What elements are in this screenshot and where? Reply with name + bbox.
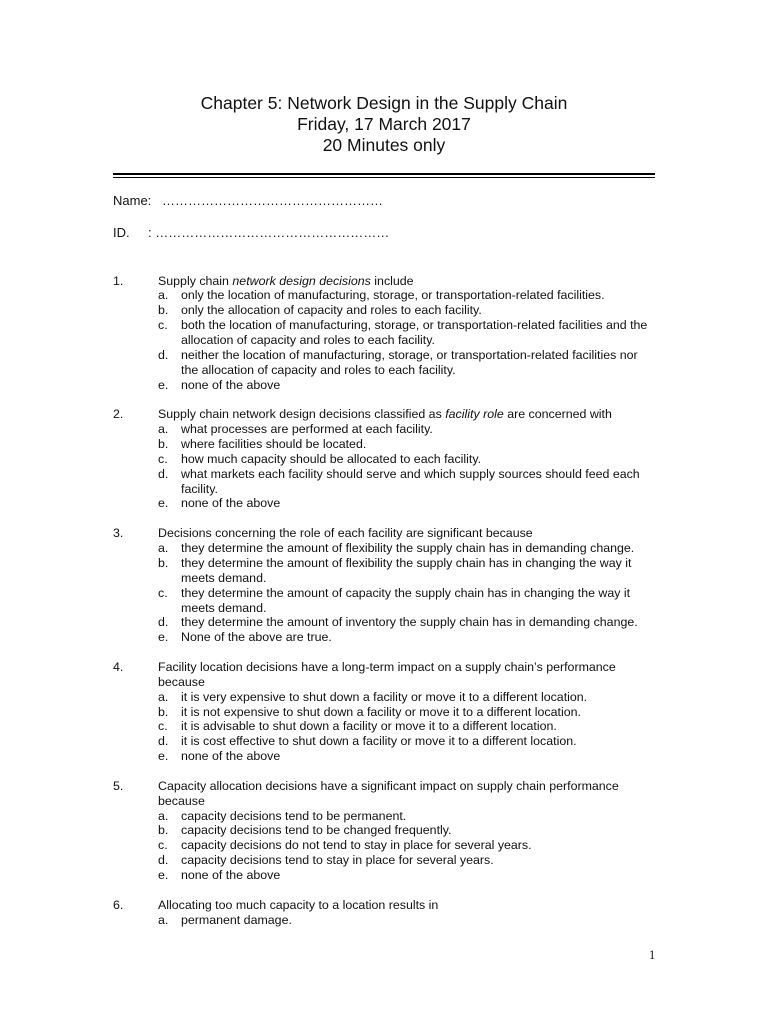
option-letter: a. [158,422,169,437]
stem-text: Facility location decisions have a long-term impact on a supply chain’s performance because [158,659,616,689]
option-text: only the location of manufacturing, storage, or transportation-related facilities. [181,288,605,303]
option-b [158,303,658,318]
option-c [158,719,658,734]
question-number: 2. [113,407,124,422]
stem-text: Allocating too much capacity to a location results in [158,897,439,912]
option-letter: b. [158,555,169,570]
option-text: how much capacity should be allocated to each facility. [181,451,482,466]
option-text: it is advisable to shut down a facility or move it to a different location. [181,719,557,734]
option-d [158,467,658,497]
option-letter: a. [158,808,169,823]
question-stem [158,779,658,809]
question-stem [158,407,658,422]
option-text: it is not expensive to shut down a facility or move it to a different location. [181,704,581,719]
stem-text: include [370,273,414,288]
stem-emphasis: facility role [445,407,504,422]
option-c [158,452,658,467]
option-text: where facilities should be located. [181,437,367,452]
question-number: 6. [113,897,124,912]
exam-header [0,93,768,156]
id-field [113,225,413,241]
option-letter: c. [158,318,168,333]
question-number: 5. [113,778,124,793]
option-c [158,318,658,348]
option-text: both the location of manufacturing, storage, or transportation-related facilities and the allocation of capacity and roles to each facility. [181,318,648,348]
option-d [158,853,658,868]
question-number: 4. [113,659,124,674]
header-divider [113,173,655,178]
option-d [158,734,658,749]
option-letter: a. [158,912,169,927]
stem-emphasis: network design decisions [232,273,371,288]
option-text: capacity decisions tend to be permanent. [181,808,407,823]
option-a [158,288,658,303]
option-letter: d. [158,615,169,630]
option-letter: a. [158,288,169,303]
option-e [158,378,658,393]
question-3 [113,526,658,645]
option-b [158,705,658,720]
option-letter: d. [158,734,169,749]
option-e [158,868,658,883]
question-number: 3. [113,526,124,541]
question-stem [158,898,658,913]
option-letter: e. [158,749,169,764]
exam-date: Friday, 17 March 2017 [297,113,471,134]
option-text: none of the above [181,377,281,392]
question-stem [158,274,658,289]
option-letter: a. [158,689,169,704]
option-e [158,749,658,764]
option-a [158,809,658,824]
question-5 [113,779,658,883]
option-text: none of the above [181,749,281,764]
option-letter: e. [158,377,169,392]
option-letter: c. [158,838,168,853]
id-blank: : ……………………………………………… [148,225,390,240]
option-text: it is cost effective to shut down a facility or move it to a different location. [181,734,577,749]
option-text: only the allocation of capacity and roles to each facility. [181,303,482,318]
option-a [158,690,658,705]
option-letter: a. [158,541,169,556]
option-letter: e. [158,867,169,882]
name-blank: …………………………………………… [162,193,383,208]
option-text: they determine the amount of inventory the supply chain has in demanding change. [181,615,638,630]
option-text: what processes are performed at each facility. [181,422,433,437]
option-letter: b. [158,303,169,318]
option-text: capacity decisions tend to stay in place for several years. [181,853,494,868]
option-d [158,615,658,630]
option-text: neither the location of manufacturing, storage, or transportation-related facilities nor the allocation of capacity and roles to each facility. [181,347,638,377]
option-letter: d. [158,347,169,362]
option-a [158,913,658,928]
option-e [158,630,658,645]
question-list [113,274,658,943]
option-text: capacity decisions tend to be changed frequently. [181,823,452,838]
option-letter: d. [158,466,169,481]
option-letter: b. [158,823,169,838]
option-a [158,422,658,437]
option-d [158,348,658,378]
question-1 [113,274,658,393]
option-text: they determine the amount of capacity the supply chain has in changing the way it meets demand. [181,585,631,615]
exam-duration: 20 Minutes only [322,134,446,155]
option-letter: c. [158,451,168,466]
option-b [158,823,658,838]
question-stem [158,526,658,541]
option-c [158,838,658,853]
stem-text: Capacity allocation decisions have a significant impact on supply chain performance because [158,778,619,808]
option-text: none of the above [181,867,281,882]
id-label: ID. [113,225,130,240]
option-letter: b. [158,437,169,452]
option-letter: d. [158,853,169,868]
name-label: Name: [113,193,152,208]
option-c [158,586,658,616]
option-text: none of the above [181,496,281,511]
option-a [158,541,658,556]
option-letter: c. [158,585,168,600]
question-number: 1. [113,273,124,288]
option-letter: b. [158,704,169,719]
option-text: they determine the amount of flexibility the supply chain has in changing the way it meets demand. [181,555,632,585]
stem-text: Supply chain [158,273,233,288]
page-number: 1 [649,948,656,962]
name-field [113,193,413,209]
option-text: it is very expensive to shut down a facility or move it to a different location. [181,689,588,704]
stem-text: Supply chain network design decisions classified as [158,407,446,422]
option-text: capacity decisions do not tend to stay in place for several years. [181,838,532,853]
option-text: None of the above are true. [181,630,332,645]
question-stem [158,660,658,690]
option-text: permanent damage. [181,912,292,927]
chapter-title: Chapter 5: Network Design in the Supply Chain [200,92,568,113]
option-letter: c. [158,719,168,734]
option-e [158,496,658,511]
option-b [158,437,658,452]
question-4 [113,660,658,764]
option-text: they determine the amount of flexibility the supply chain has in demanding change. [181,541,635,556]
option-letter: e. [158,496,169,511]
option-text: what markets each facility should serve and which supply sources should feed each facility. [181,466,640,496]
stem-text: are concerned with [503,407,612,422]
option-letter: e. [158,630,169,645]
question-6 [113,898,658,928]
option-b [158,556,658,586]
question-2 [113,407,658,511]
stem-text: Decisions concerning the role of each facility are significant because [158,526,533,541]
